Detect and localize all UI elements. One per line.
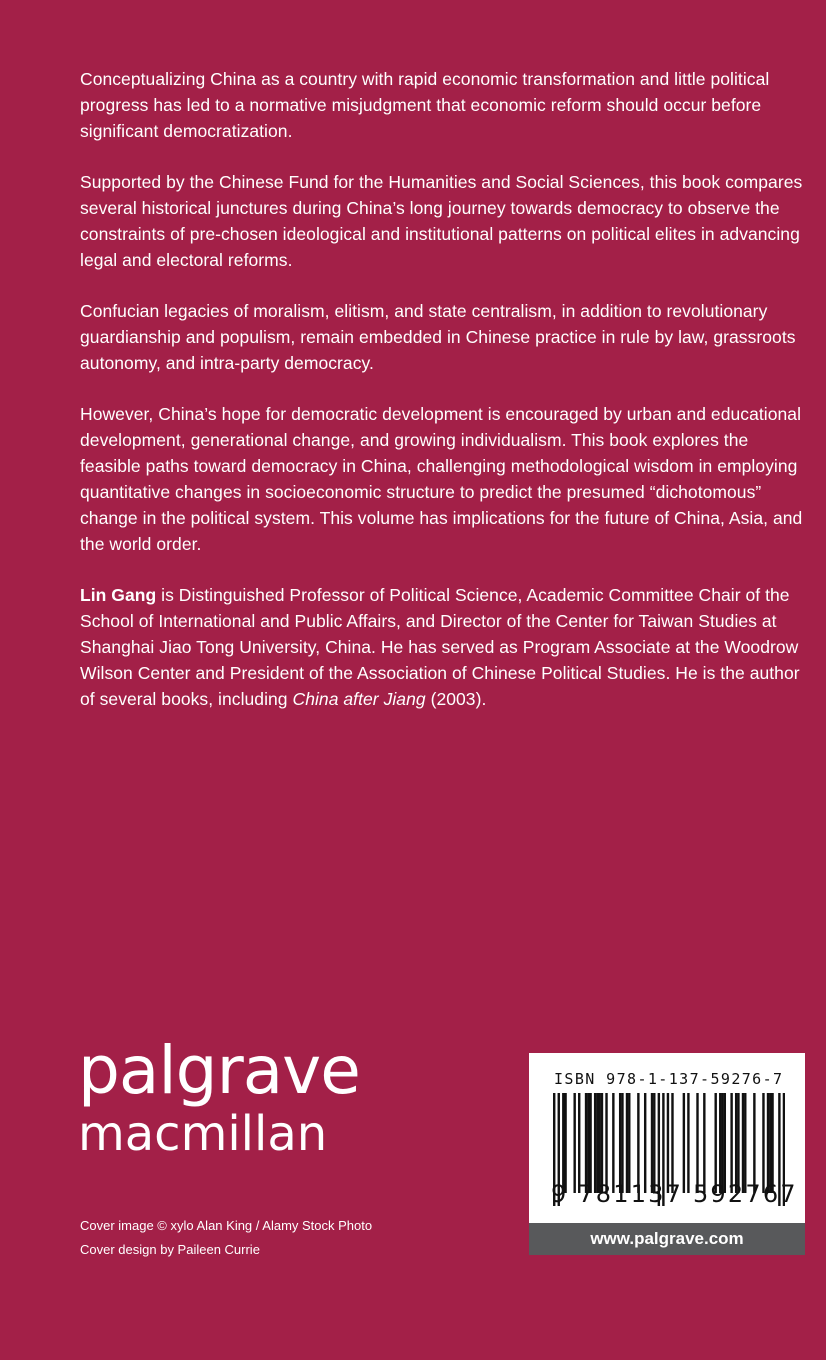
blurb-paragraph-4: However, China’s hope for democratic development is encouraged by urban and educational development, generational change, and growing individualism. This book explores the feasible paths toward democracy in China, challenging methodological wisdom in employing quantitative changes in socioeconomic structure to predict the presumed “dichotomous” change in the political system. This volume has implications for the future of China, Asia, and the world order.	[80, 404, 803, 554]
barcode-bar	[612, 1093, 614, 1193]
blurb-paragraph-2: Supported by the Chinese Fund for the Humanities and Social Sciences, this book compares several historical junctures during China’s long journey towards democracy to observe the constraints of pre-chosen ideological and institutional patterns on political elites in advancing legal and electoral reforms.	[80, 172, 803, 270]
barcode-bar	[653, 1093, 655, 1193]
barcode-bar	[605, 1093, 607, 1193]
barcode-bar	[644, 1093, 646, 1193]
book-title: China after Jiang	[292, 689, 426, 709]
barcode-bar	[735, 1093, 737, 1193]
barcode-bar	[721, 1093, 723, 1193]
barcode-bar	[626, 1093, 628, 1193]
barcode-bar	[703, 1093, 705, 1193]
barcode-bar	[687, 1093, 689, 1193]
barcode-bar	[742, 1093, 744, 1193]
barcode-bar	[667, 1093, 669, 1193]
author-bio-text: is Distinguished Professor of Political Science, Academic Committee Chair of the School of International and Public Affairs, and Director of the Center for Taiwan Studies at Shanghai Jiao Tong University, China. He has served as Program Associate at the Woodrow Wilson Center and President of the Association of Chinese Political Studies. He is the author of several books, including	[80, 585, 800, 709]
barcode-bar	[598, 1093, 600, 1193]
barcode-bar	[596, 1093, 598, 1193]
barcode-bar	[753, 1093, 755, 1193]
author-bio	[80, 582, 810, 712]
back-cover-blurb	[80, 66, 810, 737]
cover-design-credit: Cover design by Paileen Currie	[80, 1242, 260, 1257]
barcode-bar	[762, 1093, 764, 1193]
barcode-bar	[637, 1093, 639, 1193]
barcode-bar	[730, 1093, 732, 1193]
barcode-bar	[744, 1093, 746, 1193]
barcode-bar	[573, 1093, 575, 1193]
cover-image-credit: Cover image © xylo Alan King / Alamy Stock Photo	[80, 1218, 373, 1233]
barcode-bar	[714, 1093, 716, 1193]
barcode-bar	[562, 1093, 564, 1193]
barcode-bar	[671, 1093, 673, 1193]
barcode-bar	[594, 1093, 596, 1193]
barcode-digits: 9 781137 592767	[551, 1180, 798, 1208]
publisher-url[interactable]: www.palgrave.com	[529, 1223, 805, 1255]
barcode-bar	[587, 1093, 589, 1193]
barcode-bar	[719, 1093, 721, 1193]
blurb-paragraph-1: Conceptualizing China as a country with rapid economic transformation and little political progress has led to a normative misjudgment that economic reform should occur before significant democratization.	[80, 69, 770, 141]
barcode-bar	[585, 1093, 587, 1193]
barcode-bar	[578, 1093, 580, 1193]
barcode-bar	[737, 1093, 739, 1193]
barcode-bar	[724, 1093, 726, 1193]
barcode-bar	[696, 1093, 698, 1193]
isbn-label: ISBN 978-1-137-59276-7	[554, 1070, 784, 1088]
blurb-paragraph-3: Confucian legacies of moralism, elitism, and state centralism, in addition to revolutionary guardianship and populism, remain embedded in Chinese practice in rule by law, grassroots autonomy, and intra-party democracy.	[80, 301, 796, 373]
publisher-logo	[78, 1032, 360, 1162]
author-bio-year: (2003).	[425, 689, 487, 709]
author-name: Lin Gang	[80, 585, 157, 605]
barcode-bar	[621, 1093, 623, 1193]
barcode-bar	[771, 1093, 773, 1193]
barcode-bar	[769, 1093, 771, 1193]
barcode-bar	[589, 1093, 591, 1193]
logo-macmillan: macmillan	[78, 1106, 328, 1162]
barcode-bar	[564, 1093, 566, 1193]
barcode-bar	[683, 1093, 685, 1193]
barcode-bar	[767, 1093, 769, 1193]
barcode-bar	[651, 1093, 653, 1193]
barcode-bar	[628, 1093, 630, 1193]
barcode-bar	[601, 1093, 603, 1193]
logo-palgrave: palgrave	[78, 1032, 360, 1109]
barcode-bar	[619, 1093, 621, 1193]
cover-credits	[80, 1214, 372, 1262]
